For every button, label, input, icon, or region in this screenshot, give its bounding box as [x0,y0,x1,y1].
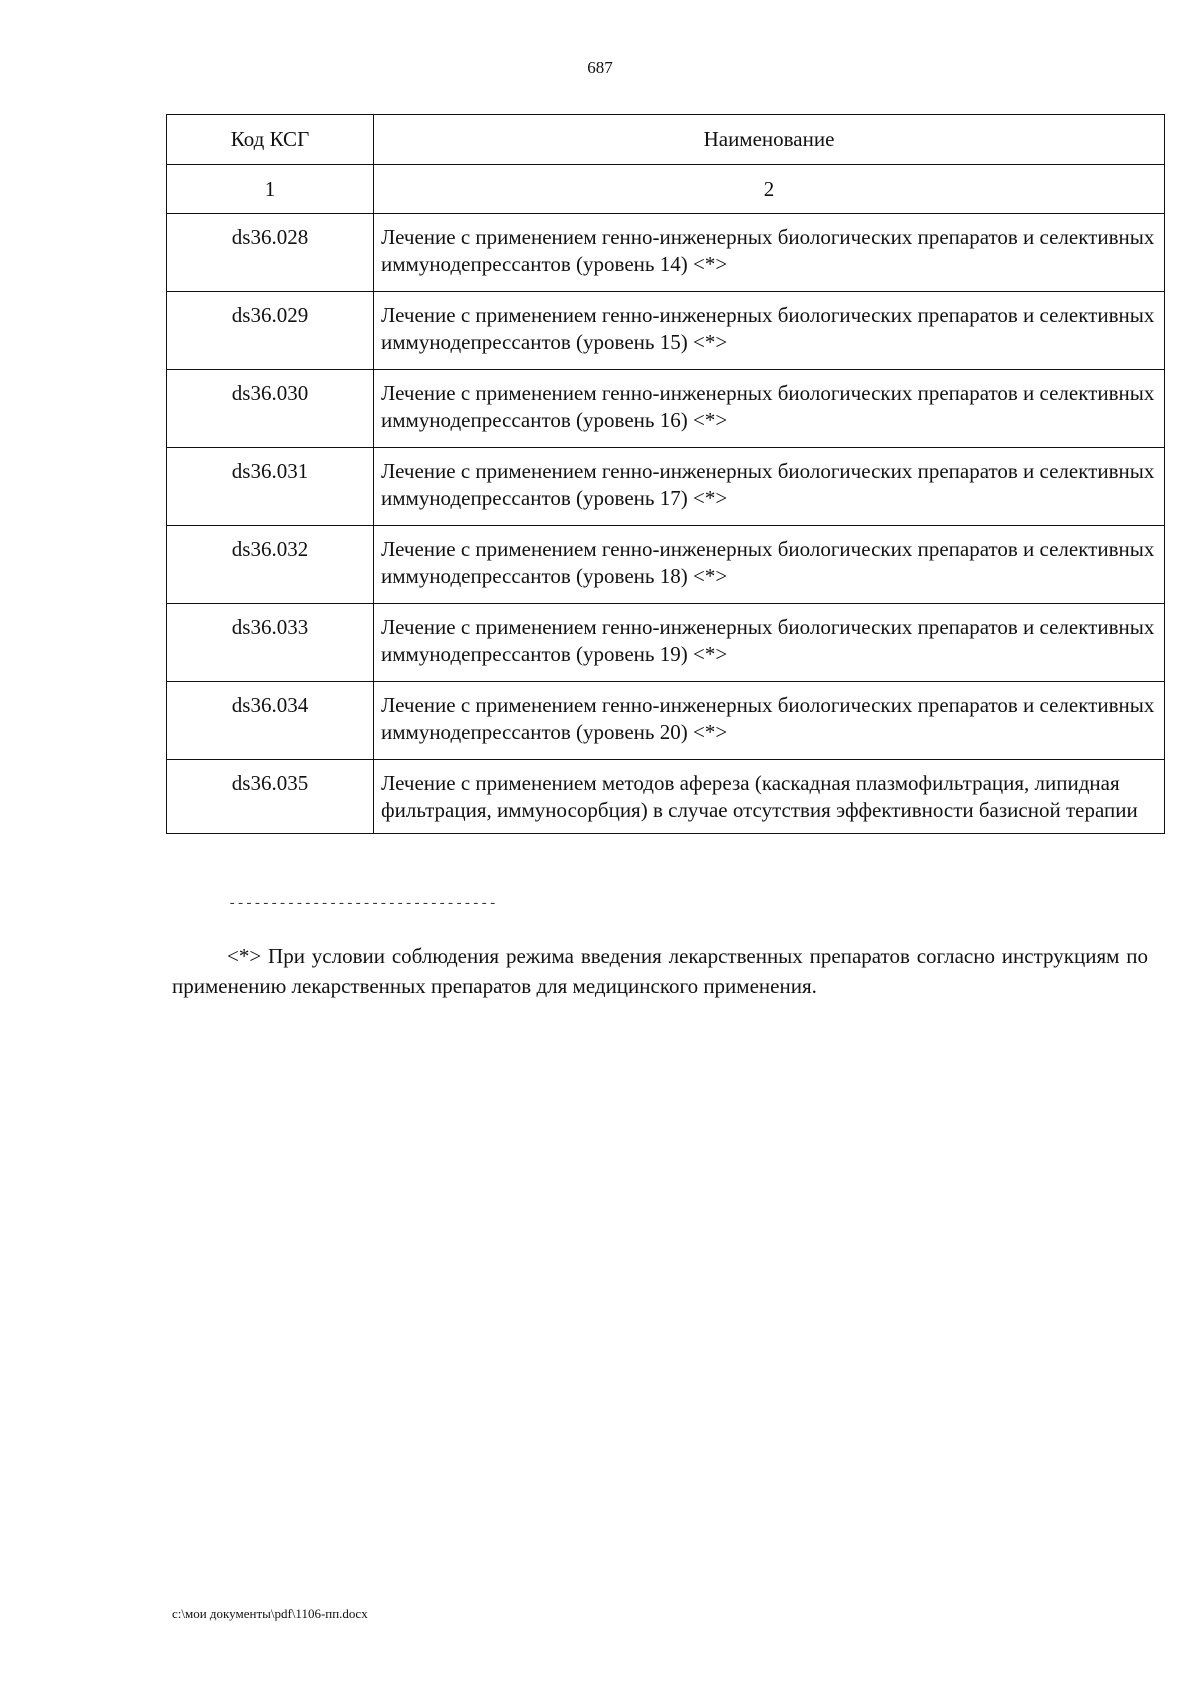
column-number-1: 1 [167,165,374,214]
row-name: Лечение с применением методов афереза (каскадная плазмофильтрация, липидная фильтрация, иммуносорбция) в случае отсутствия эффективности базисной терапии [374,760,1165,834]
row-name: Лечение с применением генно-инженерных биологических препаратов и селективных иммунодепрессантов (уровень 19) <*> [374,604,1165,682]
row-code: ds36.031 [167,448,374,526]
row-name: Лечение с применением генно-инженерных биологических препаратов и селективных иммунодепрессантов (уровень 16) <*> [374,370,1165,448]
table-row [167,682,1165,760]
row-code: ds36.034 [167,682,374,760]
row-code: ds36.035 [167,760,374,834]
table-row [167,448,1165,526]
row-name: Лечение с применением генно-инженерных биологических препаратов и селективных иммунодепрессантов (уровень 14) <*> [374,214,1165,292]
table-row [167,370,1165,448]
page-number: 687 [587,58,613,77]
table-row [167,604,1165,682]
row-code: ds36.033 [167,604,374,682]
row-code: ds36.029 [167,292,374,370]
table-row [167,760,1165,834]
table-column-numbers-row [167,165,1165,214]
row-name: Лечение с применением генно-инженерных биологических препаратов и селективных иммунодепрессантов (уровень 15) <*> [374,292,1165,370]
row-code: ds36.030 [167,370,374,448]
ksg-table [166,114,1165,834]
table-header-row [167,115,1165,165]
row-name: Лечение с применением генно-инженерных биологических препаратов и селективных иммунодепрессантов (уровень 20) <*> [374,682,1165,760]
footer-file-path: c:\мои документы\pdf\1106-пп.docx [172,1606,368,1621]
table-row [167,526,1165,604]
column-number-2: 2 [374,165,1165,214]
header-name: Наименование [374,115,1165,165]
footnote-text: <*> При условии соблюдения режима введения лекарственных препаратов согласно инструкциям по применению лекарственных препаратов для медицинского применения. [172,944,1148,998]
header-code: Код КСГ [167,115,374,165]
row-name: Лечение с применением генно-инженерных биологических препаратов и селективных иммунодепрессантов (уровень 18) <*> [374,526,1165,604]
row-code: ds36.032 [167,526,374,604]
row-code: ds36.028 [167,214,374,292]
table-row [167,214,1165,292]
footnote-separator: -------------------------------- [228,896,497,912]
table-row [167,292,1165,370]
row-name: Лечение с применением генно-инженерных биологических препаратов и селективных иммунодепрессантов (уровень 17) <*> [374,448,1165,526]
